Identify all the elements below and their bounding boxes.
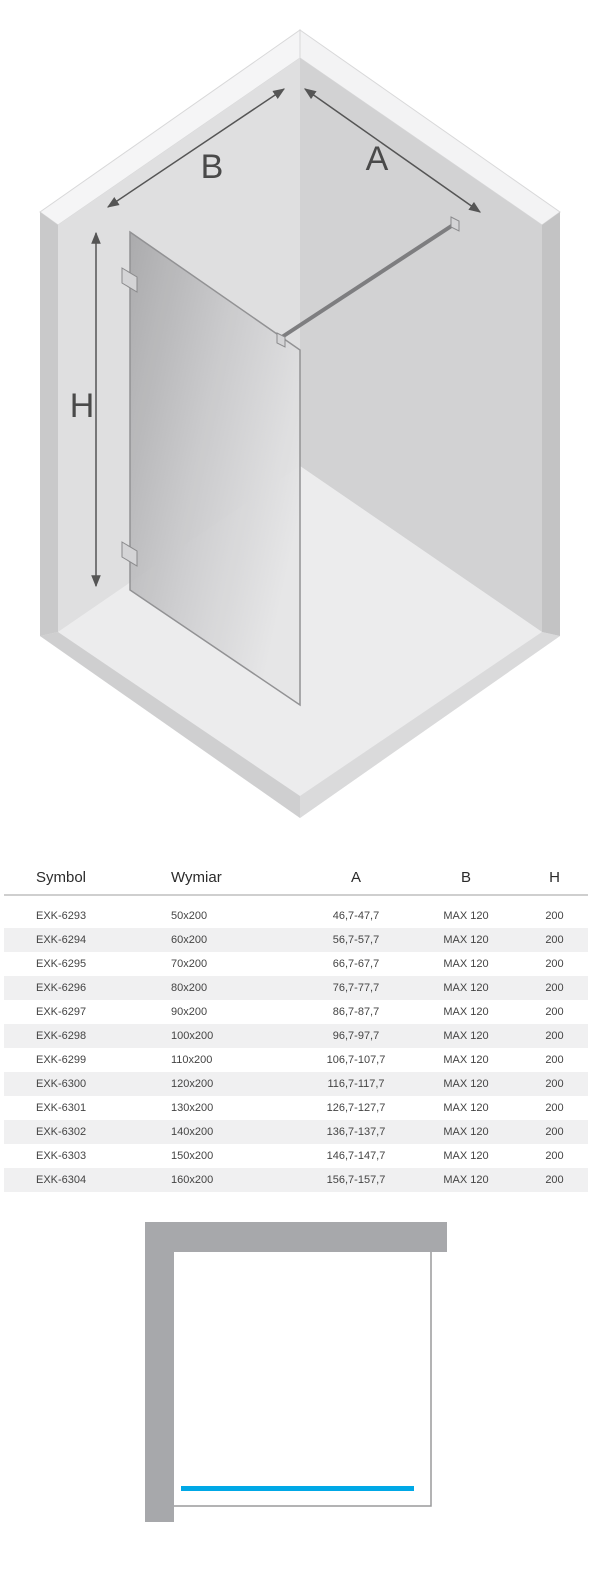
cell-a: 136,7-137,7 — [326, 1126, 386, 1138]
table-spacer-row — [4, 895, 588, 904]
cell-size: 140x200 — [171, 1126, 214, 1138]
cell-size: 150x200 — [171, 1150, 214, 1162]
cell-b: MAX 120 — [443, 958, 489, 970]
cell-symbol: EXK-6302 — [36, 1126, 87, 1138]
cell-size: 70x200 — [171, 958, 208, 970]
plan-wall-left — [145, 1222, 174, 1522]
cell-size: 50x200 — [171, 910, 208, 922]
cell-b: MAX 120 — [443, 982, 489, 994]
table-row — [4, 976, 588, 1000]
cell-a: 156,7-157,7 — [326, 1174, 386, 1186]
plan-tray-outline — [174, 1252, 431, 1506]
table-row — [4, 1144, 588, 1168]
table-row — [4, 1000, 588, 1024]
cell-size: 100x200 — [171, 1030, 214, 1042]
cell-h: 200 — [545, 934, 564, 946]
cell-h: 200 — [545, 910, 564, 922]
cell-h: 200 — [545, 1174, 564, 1186]
header-a: A — [350, 868, 361, 886]
table-header-row — [4, 860, 588, 895]
table-row — [4, 1024, 588, 1048]
table-row — [4, 1120, 588, 1144]
cell-b: MAX 120 — [443, 1006, 489, 1018]
cell-a: 56,7-57,7 — [332, 934, 380, 946]
cell-symbol: EXK-6301 — [36, 1102, 87, 1114]
cell-h: 200 — [545, 1078, 564, 1090]
cell-h: 200 — [545, 1006, 564, 1018]
table-row — [4, 1072, 588, 1096]
cell-a: 76,7-77,7 — [332, 982, 380, 994]
cell-size: 90x200 — [171, 1006, 208, 1018]
dimension-b-label: B — [200, 148, 224, 186]
table-body — [4, 895, 588, 1192]
right-wall-thickness — [542, 212, 560, 636]
table-row — [4, 1096, 588, 1120]
cell-b: MAX 120 — [443, 910, 489, 922]
cell-symbol: EXK-6300 — [36, 1078, 87, 1090]
dimension-h-label: H — [69, 387, 95, 425]
cell-a: 106,7-107,7 — [326, 1054, 386, 1066]
cell-h: 200 — [545, 958, 564, 970]
cell-symbol: EXK-6294 — [36, 934, 87, 946]
cell-b: MAX 120 — [443, 1054, 489, 1066]
header-h: H — [549, 868, 560, 886]
cell-h: 200 — [545, 1126, 564, 1138]
cell-b: MAX 120 — [443, 1174, 489, 1186]
cell-symbol: EXK-6293 — [36, 910, 87, 922]
cell-h: 200 — [545, 982, 564, 994]
cell-b: MAX 120 — [443, 1126, 489, 1138]
cell-size: 130x200 — [171, 1102, 214, 1114]
header-size: Wymiar — [171, 868, 222, 886]
header-b: B — [460, 868, 471, 886]
dimension-table — [4, 860, 588, 1192]
cell-a: 66,7-67,7 — [332, 958, 380, 970]
cell-symbol: EXK-6296 — [36, 982, 87, 994]
cell-h: 200 — [545, 1054, 564, 1066]
cell-a: 96,7-97,7 — [332, 1030, 380, 1042]
plan-view-diagram — [0, 1222, 600, 1552]
cell-size: 120x200 — [171, 1078, 214, 1090]
header-symbol: Symbol — [36, 868, 87, 886]
table-row — [4, 928, 588, 952]
cell-symbol: EXK-6303 — [36, 1150, 87, 1162]
cell-size: 80x200 — [171, 982, 208, 994]
cell-a: 46,7-47,7 — [332, 910, 380, 922]
cell-b: MAX 120 — [443, 1078, 489, 1090]
cell-symbol: EXK-6299 — [36, 1054, 87, 1066]
table-row — [4, 1048, 588, 1072]
dimension-a-label: A — [365, 140, 389, 178]
cell-a: 116,7-117,7 — [327, 1078, 385, 1090]
cell-symbol: EXK-6295 — [36, 958, 87, 970]
cell-a: 126,7-127,7 — [326, 1102, 386, 1114]
cell-b: MAX 120 — [443, 1150, 489, 1162]
cell-a: 86,7-87,7 — [332, 1006, 380, 1018]
cell-symbol: EXK-6297 — [36, 1006, 87, 1018]
plan-wall-top — [145, 1222, 447, 1252]
cell-symbol: EXK-6304 — [36, 1174, 87, 1186]
table-row — [4, 952, 588, 976]
cell-a: 146,7-147,7 — [326, 1150, 386, 1162]
cell-h: 200 — [545, 1102, 564, 1114]
plan-glass-panel — [181, 1486, 414, 1491]
cell-h: 200 — [545, 1150, 564, 1162]
cell-b: MAX 120 — [443, 934, 489, 946]
cell-b: MAX 120 — [443, 1102, 489, 1114]
left-wall-thickness — [40, 212, 58, 636]
table-row — [4, 904, 588, 928]
table-row — [4, 1168, 588, 1192]
cell-symbol: EXK-6298 — [36, 1030, 87, 1042]
cell-h: 200 — [545, 1030, 564, 1042]
cell-b: MAX 120 — [443, 1030, 489, 1042]
cell-size: 110x200 — [171, 1054, 213, 1066]
cell-size: 60x200 — [171, 934, 208, 946]
cell-size: 160x200 — [171, 1174, 214, 1186]
